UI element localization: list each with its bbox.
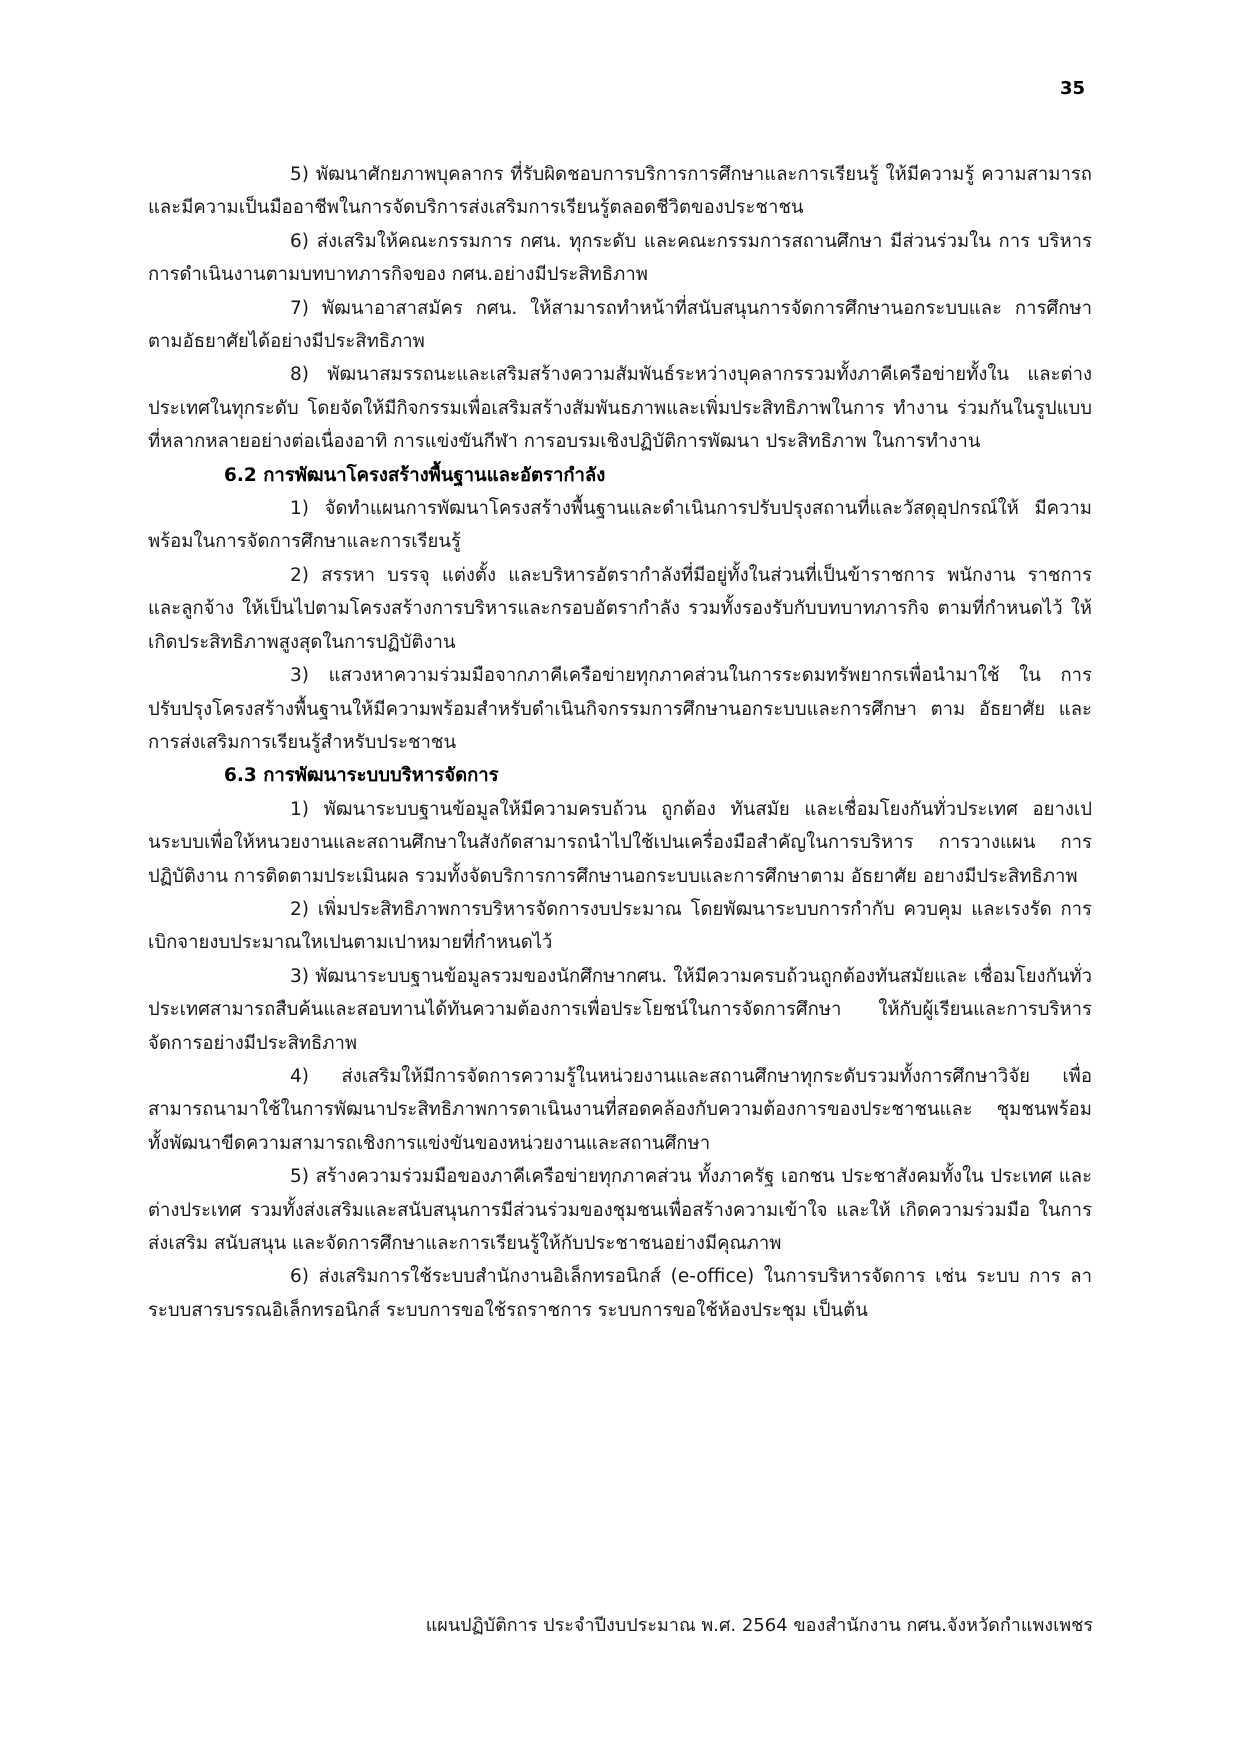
paragraph: 3) พัฒนาระบบฐานข้อมูลรวมของนักศึกษากศน. ให้มีความครบถ้วนถูกต้องทันสมัยและ เชื่อมโยงกันทั่วประเทศสามารถสืบค้นและสอบทานได้ทันความต้องการเพื่อประโยชน์ในการจัดการศึกษา ให้กับผู้เรียนและการบริหารจัดการอย่างมีประสิทธิภาพ xyxy=(148,965,1092,1054)
document-body xyxy=(148,158,1092,1327)
paragraph: 7) พัฒนาอาสาสมัคร กศน. ให้สามารถทำหน้าที่สนับสนุนการจัดการศึกษานอกระบบและ การศึกษาตามอัธยาศัยได้อย่างมีประสิทธิภาพ xyxy=(148,297,1092,353)
paragraph: 2) สรรหา บรรจุ แต่งตั้ง และบริหารอัตรากำลังที่มีอยู่ทั้งในส่วนที่เป็นข้าราชการ พนักงาน ราชการ และลูกจ้าง ให้เป็นไปตามโครงสร้างการบริหารและกรอบอัตรากำลัง รวมทั้งรองรับกับบทบาทภารกิจ ตามที่กำหนดไว้ ให้เกิดประสิทธิภาพสูงสุดในการปฏิบัติงาน xyxy=(148,564,1092,653)
paragraph: 1) จัดทำแผนการพัฒนาโครงสร้างพื้นฐานและดำเนินการปรับปรุงสถานที่และวัสดุอุปกรณ์ให้ มีความพร้อมในการจัดการศึกษาและการเรียนรู้ xyxy=(148,498,1092,553)
paragraph: 6) ส่งเสริมให้คณะกรรมการ กศน. ทุกระดับ และคณะกรรมการสถานศึกษา มีส่วนร่วมใน การ บริหารการดำเนินงานตามบทบาทภารกิจของ กศน.อย่างมีประสิทธิภาพ xyxy=(148,230,1092,286)
paragraph: 8) พัฒนาสมรรถนะและเสริมสร้างความสัมพันธ์ระหว่างบุคลากรรวมทั้งภาคีเครือข่ายทั้งใน และต่างประเทศในทุกระดับ โดยจัดให้มีกิจกรรมเพื่อเสริมสร้างสัมพันธภาพและเพิ่มประสิทธิภาพในการ ทำงาน ร่วมกันในรูปแบบที่หลากหลายอย่างต่อเนื่องอาทิ การแข่งขันกีฬา การอบรมเชิงปฏิบัติการพัฒนา ประสิทธิภาพ ในการทำงาน xyxy=(148,364,1092,453)
paragraph: 2) เพิ่มประสิทธิภาพการบริหารจัดการงบประมาณ โดยพัฒนาระบบการกำกับ ควบคุม และเรงรัด การเบิกจายงบประมาณใหเปนตามเปาหมายที่กำหนดไว้ xyxy=(148,898,1092,954)
paragraph: 5) สร้างความร่วมมือของภาคีเครือข่ายทุกภาคส่วน ทั้งภาครัฐ เอกชน ประชาสังคมทั้งใน ประเทศ และต่างประเทศ รวมทั้งส่งเสริมและสนับสนุนการมีส่วนร่วมของชุมชนเพื่อสร้างความเข้าใจ และให้ เกิดความร่วมมือ ในการส่งเสริม สนับสนุน และจัดการศึกษาและการเรียนรู้ให้กับประชาชนอย่างมีคุณภาพ xyxy=(148,1166,1092,1254)
paragraph: 4) ส่งเสริมให้มีการจัดการความรู้ในหน่วยงานและสถานศึกษาทุกระดับรวมทั้งการศึกษาวิจัย เพื่อสามารถนามาใช้ในการพัฒนาประสิทธิภาพการดาเนินงานที่สอดคล้องกับความต้องการของประชาชนและ ชุมชนพร้อมทั้งพัฒนาขีดความสามารถเชิงการแข่งขันของหน่วยงานและสถานศึกษา xyxy=(148,1065,1092,1154)
section-heading-6-2: 6.2 การพัฒนาโครงสร้างพื้นฐานและอัตรากำลัง xyxy=(224,464,606,486)
paragraph: 1) พัฒนาระบบฐานข้อมูลให้มีความครบถ้วน ถูกต้อง ทันสมัย และเชื่อมโยงกันทั่วประเทศ อยางเปนระบบเพื่อให้หนวยงานและสถานศึกษาในสังกัดสามารถนำไปใช้เปนเครื่องมือสำคัญในการบริหาร การวางแผน การปฏิบัติงาน การติดตามประเมินผล รวมทั้งจัดบริการการศึกษานอกระบบและการศึกษาตาม อัธยาศัย อยางมีประสิทธิภาพ xyxy=(148,798,1092,887)
paragraph: 3) แสวงหาความร่วมมือจากภาคีเครือข่ายทุกภาคส่วนในการระดมทรัพยากรเพื่อนำมาใช้ ใน การปรับปรุงโครงสร้างพื้นฐานให้มีความพร้อมสำหรับดำเนินกิจกรรมการศึกษานอกระบบและการศึกษา ตาม อัธยาศัย และการส่งเสริมการเรียนรู้สำหรับประชาชน xyxy=(148,665,1092,753)
page-number: 35 xyxy=(1059,78,1085,99)
paragraph: 5) พัฒนาศักยภาพบุคลากร ที่รับผิดชอบการบริการการศึกษาและการเรียนรู้ ให้มีความรู้ ความสามารถและมีความเป็นมืออาชีพในการจัดบริการส่งเสริมการเรียนรู้ตลอดชีวิตของประชาชน xyxy=(148,164,1092,219)
section-heading-6-3: 6.3 การพัฒนาระบบบริหารจัดการ xyxy=(224,765,499,787)
paragraph: 6) ส่งเสริมการใช้ระบบสำนักงานอิเล็กทรอนิกส์ (e-office) ในการบริหารจัดการ เช่น ระบบ การ ลา ระบบสารบรรณอิเล็กทรอนิกส์ ระบบการขอใช้รถราชการ ระบบการขอใช้ห้องประชุม เป็นต้น xyxy=(148,1266,1092,1321)
page-footer: แผนปฏิบัติการ ประจำปีงบประมาณ พ.ศ. 2564 ของสำนักงาน กศน.จังหวัดกำแพงเพชร xyxy=(425,1615,1093,1636)
